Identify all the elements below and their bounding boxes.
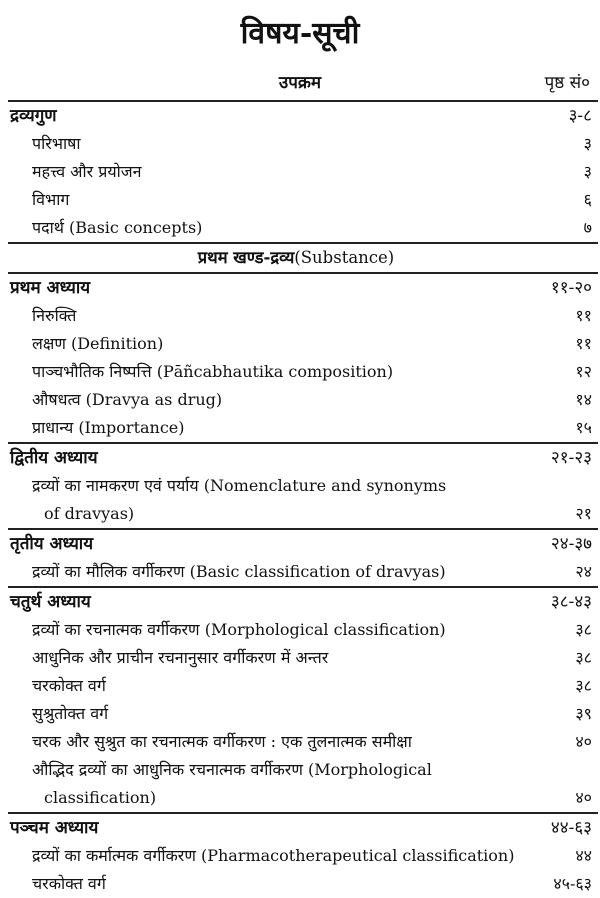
entry-title: निरुक्ति — [32, 306, 77, 325]
toc-entry — [0, 330, 600, 358]
page-number: १५ — [575, 418, 592, 437]
part-title: प्रथम खण्ड-द्रव्य — [197, 248, 295, 267]
page-number: ४५-६३ — [553, 874, 592, 893]
page-number: ११ — [575, 306, 592, 325]
page-number: १२ — [575, 362, 592, 381]
entry-title: सुश्रुतोक्त वर्ग — [32, 704, 109, 723]
toc-entry — [0, 386, 600, 414]
page-number: २४-३७ — [550, 534, 592, 554]
entry-title: औषधत्व (Dravya as drug) — [32, 390, 223, 409]
chapter-row — [0, 814, 600, 842]
chapter-row — [0, 102, 600, 130]
entry-title: विभाग — [32, 190, 70, 209]
part-heading — [0, 244, 600, 272]
toc-entry — [0, 358, 600, 386]
toc-entry — [0, 302, 600, 330]
toc-entry — [0, 214, 600, 242]
entry-title: औद्भिद द्रव्यों का आधुनिक रचनात्मक वर्गीकरण (Morphological — [32, 760, 432, 779]
chapter-row — [0, 530, 600, 558]
toc-entry — [0, 728, 600, 756]
page-title: विषय-सूची — [240, 16, 360, 51]
toc-entry — [0, 130, 600, 158]
toc-entry — [0, 784, 600, 812]
page-number: ३८ — [575, 648, 592, 667]
chapter-title: तृतीय अध्याय — [10, 534, 94, 554]
toc-header — [0, 70, 600, 96]
toc-entry — [0, 842, 600, 870]
page-number: १४ — [575, 390, 592, 409]
toc-entry — [0, 870, 600, 898]
page-number: ११ — [575, 334, 592, 353]
page-number: ११-२० — [550, 278, 592, 298]
page-number: ३८-४३ — [550, 592, 592, 612]
toc-entry — [0, 700, 600, 728]
entry-title: द्रव्यों का रचनात्मक वर्गीकरण (Morphological classification) — [32, 620, 446, 639]
chapter-row — [0, 274, 600, 302]
toc-entry — [0, 756, 600, 784]
toc-entry — [0, 414, 600, 442]
entry-title: of dravyas) — [44, 504, 135, 523]
page-number: ४४-६३ — [550, 818, 592, 838]
entry-title: प्राधान्य (Importance) — [32, 418, 185, 437]
entry-title: लक्षण (Definition) — [32, 334, 164, 353]
page-number: २१ — [575, 504, 592, 523]
page-number: २१-२३ — [550, 448, 592, 468]
page-number: ३९ — [575, 704, 592, 723]
toc-entry — [0, 644, 600, 672]
page-number: ४० — [575, 732, 592, 751]
page-number: ३-८ — [568, 106, 592, 126]
entry-title: classification) — [44, 788, 157, 807]
toc-entry — [0, 558, 600, 586]
toc-entry — [0, 158, 600, 186]
page-number: २४ — [575, 562, 592, 581]
page-column-heading: पृष्ठ सं० — [544, 73, 590, 93]
page-number: ३ — [583, 162, 592, 181]
chapter-row — [0, 588, 600, 616]
entry-title: चरक और सुश्रुत का रचनात्मक वर्गीकरण : एक तुलनात्मक समीक्षा — [32, 732, 412, 751]
entry-title: चरकोक्त वर्ग — [32, 874, 106, 893]
entry-title: पाञ्चभौतिक निष्पत्ति (Pāñcabhautika composition) — [32, 362, 394, 381]
chapter-title: पञ्चम अध्याय — [10, 818, 99, 838]
toc-entry — [0, 616, 600, 644]
page-number: ६ — [583, 190, 592, 209]
page-number: ४४ — [575, 846, 592, 865]
table-of-contents — [0, 100, 600, 898]
page-number: ३ — [583, 134, 592, 153]
chapter-title: प्रथम अध्याय — [10, 278, 91, 298]
entry-title: द्रव्यों का मौलिक वर्गीकरण (Basic classification of dravyas) — [32, 562, 446, 581]
page-number: ३८ — [575, 676, 592, 695]
entry-title: महत्त्व और प्रयोजन — [32, 162, 142, 181]
chapter-row — [0, 444, 600, 472]
page-number: ४० — [575, 788, 592, 807]
toc-entry — [0, 672, 600, 700]
page-number: ७ — [583, 218, 592, 237]
chapter-title: चतुर्थ अध्याय — [10, 592, 91, 612]
entry-title: आधुनिक और प्राचीन रचनानुसार वर्गीकरण में अन्तर — [32, 648, 329, 667]
part-subtitle: (Substance) — [294, 248, 395, 267]
toc-entry — [0, 186, 600, 214]
entry-title: पदार्थ (Basic concepts) — [32, 218, 203, 237]
entry-title: परिभाषा — [32, 134, 81, 153]
page-number: ३८ — [575, 620, 592, 639]
entry-title: चरकोक्त वर्ग — [32, 676, 106, 695]
chapter-title: द्रव्यगुण — [10, 106, 57, 126]
chapter-title: द्वितीय अध्याय — [10, 448, 98, 468]
entry-title: द्रव्यों का कर्मात्मक वर्गीकरण (Pharmacotherapeutical classification) — [32, 846, 515, 865]
entry-title: द्रव्यों का नामकरण एवं पर्याय (Nomenclature and synonyms — [32, 476, 447, 495]
toc-entry — [0, 472, 600, 500]
section-heading: उपक्रम — [278, 73, 322, 93]
toc-entry — [0, 500, 600, 528]
